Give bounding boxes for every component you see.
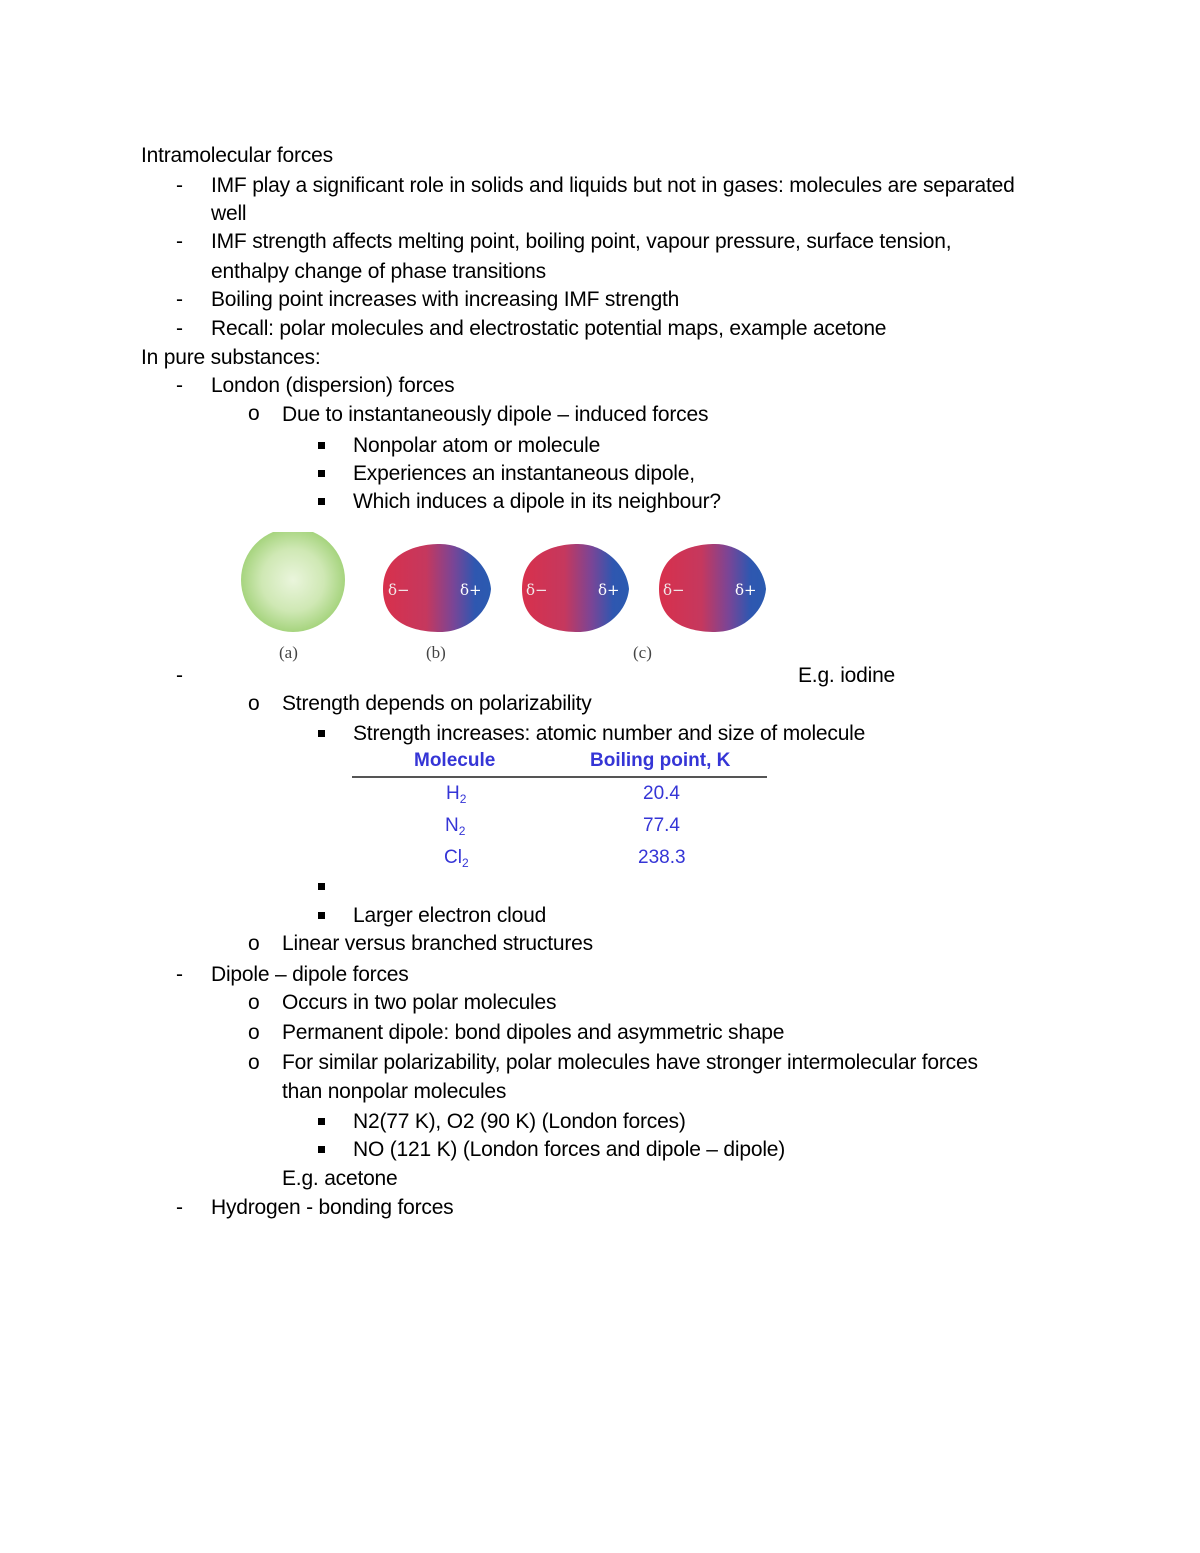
table-row-molecule: $Cl_2$ [444, 847, 469, 870]
table-row-molecule: $H_2$ [446, 783, 467, 806]
table-row-value: 77.4 [643, 815, 680, 836]
london-item-electron-cloud: Larger electron cloud [353, 904, 547, 927]
circle-marker: o [248, 1021, 260, 1044]
boiling-point-table [352, 748, 768, 876]
intro-bullet-2-cont: enthalpy change of phase transitions [211, 260, 546, 283]
intro-bullet-1-cont: well [211, 202, 247, 225]
intro-bullet-1: IMF play a significant role in solids and liquids but not in gases: molecules are separated [211, 174, 1015, 197]
dipole-item-similar-polarizability-cont: than nonpolar molecules [282, 1080, 507, 1103]
hydrogen-bonding-title: Hydrogen - bonding forces [211, 1196, 454, 1219]
london-item-strength-increases: Strength increases: atomic number and size of molecule [353, 722, 866, 745]
london-example: E.g. iodine [798, 664, 896, 687]
table-row-molecule: $N_2$ [445, 815, 466, 838]
square-bullet [318, 912, 325, 919]
delta-plus-c1: δ+ [598, 581, 620, 599]
square-bullet [318, 442, 325, 449]
dipole-sub-no: NO (121 K) (London forces and dipole – dipole) [353, 1138, 786, 1161]
dipole-forces-title: Dipole – dipole forces [211, 963, 409, 986]
dipole-figure [235, 532, 775, 667]
square-bullet [318, 883, 325, 890]
dash-marker: - [176, 1196, 183, 1219]
square-bullet [318, 1146, 325, 1153]
dipole-item-permanent: Permanent dipole: bond dipoles and asymmetric shape [282, 1021, 785, 1044]
nonpolar-sphere [241, 532, 345, 632]
london-sub-polarizability: Strength depends on polarizability [282, 692, 592, 715]
square-bullet [318, 1118, 325, 1125]
intro-bullet-3: Boiling point increases with increasing IMF strength [211, 288, 680, 311]
table-row-value: 238.3 [638, 847, 686, 868]
figure-caption-c: (c) [633, 643, 652, 662]
dipole-sub-n2-o2: N2(77 K), O2 (90 K) (London forces) [353, 1110, 686, 1133]
table-header-rule [352, 776, 767, 778]
square-bullet [318, 498, 325, 505]
london-forces-title: London (dispersion) forces [211, 374, 455, 397]
circle-marker: o [248, 991, 260, 1014]
square-bullet [318, 730, 325, 737]
table-header-molecule: Molecule [414, 750, 496, 771]
delta-plus-b: δ+ [460, 581, 482, 599]
circle-marker: o [248, 932, 260, 955]
dash-marker: - [176, 374, 183, 397]
circle-marker: o [248, 402, 260, 425]
circle-marker: o [248, 1051, 260, 1074]
dash-marker: - [176, 317, 183, 340]
london-item-induces: Which induces a dipole in its neighbour? [353, 490, 721, 513]
table-row-value: 20.4 [643, 783, 680, 804]
heading-intramolecular-forces: Intramolecular forces [141, 144, 333, 167]
london-item-instantaneous: Experiences an instantaneous dipole, [353, 462, 695, 485]
london-sub-instantaneous-dipole: Due to instantaneously dipole – induced forces [282, 403, 709, 426]
london-item-nonpolar: Nonpolar atom or molecule [353, 434, 601, 457]
dash-marker: - [176, 230, 183, 253]
delta-minus-c2: δ− [663, 581, 685, 599]
circle-marker: o [248, 692, 260, 715]
dash-marker: - [176, 963, 183, 986]
dipole-example: E.g. acetone [282, 1167, 398, 1190]
delta-minus-c1: δ− [526, 581, 548, 599]
heading-pure-substances: In pure substances: [141, 346, 321, 369]
dash-marker: - [176, 664, 183, 687]
london-sub-linear-branched: Linear versus branched structures [282, 932, 593, 955]
figure-caption-a: (a) [279, 643, 298, 662]
intro-bullet-2: IMF strength affects melting point, boiling point, vapour pressure, surface tension, [211, 230, 952, 253]
delta-plus-c2: δ+ [735, 581, 757, 599]
dash-marker: - [176, 288, 183, 311]
square-bullet [318, 470, 325, 477]
dash-marker: - [176, 174, 183, 197]
dipole-item-similar-polarizability: For similar polarizability, polar molecules have stronger intermolecular forces [282, 1051, 978, 1074]
table-header-boiling-point: Boiling point, K [590, 750, 731, 771]
dipole-item-polar-molecules: Occurs in two polar molecules [282, 991, 557, 1014]
delta-minus-b: δ− [388, 581, 410, 599]
intro-bullet-4: Recall: polar molecules and electrostatic potential maps, example acetone [211, 317, 887, 340]
figure-caption-b: (b) [426, 643, 446, 662]
